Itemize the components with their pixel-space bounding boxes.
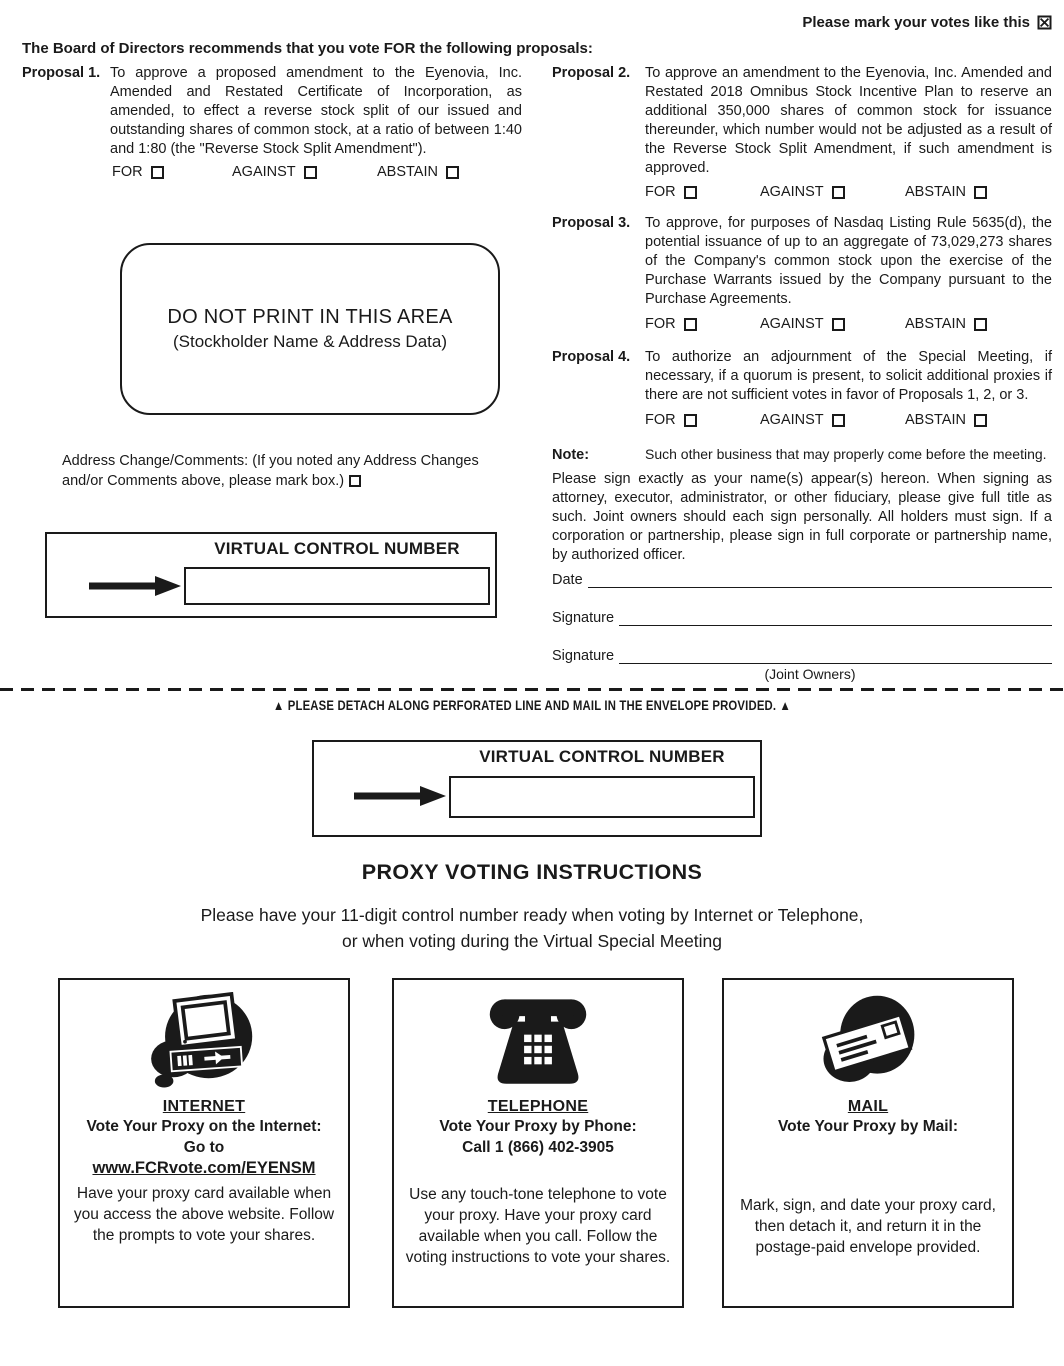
proposal-3-text: To approve, for purposes of Nasdaq Listing Rule 5635(d), the potential issuance of up to an aggregate of 73,029,273 shares of the Company's common stock upon the exercise of the Purchase Warrants issued by the Company pursuant to the Purchase Agreements. bbox=[645, 215, 1052, 307]
internet-line1: Vote Your Proxy on the Internet: bbox=[86, 1118, 322, 1135]
proxy-voting-instructions-title: PROXY VOTING INSTRUCTIONS bbox=[361, 860, 703, 884]
signing-instructions: Please sign exactly as your name(s) appear(s) hereon. When signing as attorney, executor, administrator, or other fiduciary, please give full title as such. Joint owners should each sign personally. All holders must sign. If a corporation or partnership, please sign in full corporate or partnership name, by authorized officer. bbox=[552, 471, 1052, 563]
board-recommendation: The Board of Directors recommends that you vote FOR the following proposals: bbox=[22, 40, 593, 57]
proposal-3-vote-row bbox=[645, 316, 1055, 334]
proposal-4 bbox=[552, 348, 1052, 405]
do-not-print-line2: (Stockholder Name & Address Data) bbox=[172, 332, 447, 351]
address-change-note bbox=[62, 451, 522, 491]
note-row bbox=[552, 446, 1056, 464]
internet-url-link[interactable]: www.FCRvote.com/EYENSM bbox=[92, 1159, 316, 1177]
arrow-right-icon bbox=[89, 576, 181, 596]
proposal-2 bbox=[552, 64, 1052, 178]
telephone-method-box bbox=[392, 978, 684, 1308]
proposal-2-text: To approve an amendment to the Eyenovia, Inc. Amended and Restated 2018 Omnibus Stock Incentive Plan to reserve an additional 350,000 shares of common stock for issuance thereunder, which number would not be adjusted as a result of the Reverse Stock Split Amendment, if such amendment is approved. bbox=[645, 65, 1052, 176]
proposal-3-for-checkbox[interactable] bbox=[684, 318, 697, 331]
signature2-label: Signature bbox=[552, 648, 615, 664]
proposal-2-against-checkbox[interactable] bbox=[832, 186, 845, 199]
address-change-checkbox[interactable] bbox=[349, 475, 361, 487]
mail-method-box bbox=[722, 978, 1014, 1308]
telephone-icon bbox=[394, 992, 682, 1094]
do-not-print-line1: DO NOT PRINT IN THIS AREA bbox=[167, 306, 453, 328]
address-change-line1: Address Change/Comments: (If you noted any Address Changes bbox=[62, 453, 479, 469]
internet-method-box bbox=[58, 978, 350, 1308]
mark-votes-instruction bbox=[802, 14, 1052, 31]
abstain-label: ABSTAIN bbox=[905, 316, 966, 332]
arrow-right-icon bbox=[354, 786, 446, 806]
proposal-2-label: Proposal 2. bbox=[552, 65, 631, 81]
proposal-3 bbox=[552, 214, 1052, 309]
proposal-4-text: To authorize an adjournment of the Special Meeting, if necessary, if a quorum is present, to solicit additional proxies if there are not sufficient votes in favor of Proposals 1, 2, or 3. bbox=[645, 349, 1052, 403]
address-change-line2: and/or Comments above, please mark box.) bbox=[62, 473, 345, 489]
proposal-1-against-checkbox[interactable] bbox=[304, 166, 317, 179]
mail-body: Mark, sign, and date your proxy card, then detach it, and return it in the postage-paid envelope provided. bbox=[740, 1197, 996, 1256]
proposal-2-for-checkbox[interactable] bbox=[684, 186, 697, 199]
proposal-4-against-checkbox[interactable] bbox=[832, 414, 845, 427]
mail-line1: Vote Your Proxy by Mail: bbox=[777, 1118, 958, 1135]
proposal-3-against-checkbox[interactable] bbox=[832, 318, 845, 331]
abstain-label: ABSTAIN bbox=[905, 412, 966, 428]
proposal-1-abstain-checkbox[interactable] bbox=[446, 166, 459, 179]
mail-heading: MAIL bbox=[847, 1098, 889, 1115]
proposal-1-label: Proposal 1. bbox=[22, 65, 101, 81]
mark-votes-label: Please mark your votes like this bbox=[802, 14, 1030, 31]
proposal-3-label: Proposal 3. bbox=[552, 215, 631, 231]
signature1-label: Signature bbox=[552, 610, 615, 626]
proposal-1-for-checkbox[interactable] bbox=[151, 166, 164, 179]
perforation-line bbox=[0, 688, 1064, 691]
proposal-1-text: To approve a proposed amendment to the Eyenovia, Inc. Amended and Restated Certificate of Incorporation, as amended, to effect a reverse stock split of our issued and outstanding shares of common stock, at a ratio of between 1:40 and 1:80 (the "Reverse Stock Split Amendment"). bbox=[110, 65, 522, 157]
signature1-field[interactable] bbox=[619, 608, 1052, 626]
instructions-subtitle-line1: Please have your 11-digit control number ready when voting by Internet or Telephone, bbox=[200, 905, 864, 925]
telephone-line1: Vote Your Proxy by Phone: bbox=[439, 1118, 637, 1135]
virtual-control-number-box-card bbox=[45, 532, 497, 618]
proposal-3-abstain-checkbox[interactable] bbox=[974, 318, 987, 331]
for-label: FOR bbox=[645, 412, 676, 428]
against-label: AGAINST bbox=[232, 164, 296, 180]
telephone-heading: TELEPHONE bbox=[487, 1098, 589, 1115]
proposal-4-vote-row bbox=[645, 412, 1055, 430]
vcn-title: VIRTUAL CONTROL NUMBER bbox=[479, 747, 725, 766]
control-number-field[interactable] bbox=[184, 567, 490, 605]
do-not-print-area bbox=[120, 243, 500, 415]
against-label: AGAINST bbox=[760, 184, 824, 200]
proposal-4-abstain-checkbox[interactable] bbox=[974, 414, 987, 427]
for-label: FOR bbox=[112, 164, 143, 180]
proposal-2-abstain-checkbox[interactable] bbox=[974, 186, 987, 199]
telephone-line2: Call 1 (866) 402-3905 bbox=[462, 1139, 614, 1156]
against-label: AGAINST bbox=[760, 412, 824, 428]
computer-icon bbox=[60, 992, 348, 1094]
date-field[interactable] bbox=[588, 570, 1052, 588]
note-label: Note: bbox=[552, 447, 590, 463]
internet-line2: Go to bbox=[183, 1139, 225, 1156]
signature-row-2 bbox=[552, 646, 1052, 664]
mail-icon bbox=[724, 992, 1012, 1094]
signature2-field[interactable] bbox=[619, 646, 1052, 664]
signature-row-1 bbox=[552, 608, 1052, 626]
abstain-label: ABSTAIN bbox=[905, 184, 966, 200]
for-label: FOR bbox=[645, 316, 676, 332]
virtual-control-number-box-stub bbox=[312, 740, 762, 837]
marked-checkbox-example-icon bbox=[1037, 15, 1052, 30]
telephone-body: Use any touch-tone telephone to vote your proxy. Have your proxy card available when you call. Follow the voting instructions to vote your shares. bbox=[405, 1186, 671, 1266]
proposal-1 bbox=[22, 64, 522, 159]
against-label: AGAINST bbox=[760, 316, 824, 332]
control-number-field[interactable] bbox=[449, 776, 755, 818]
proposal-2-vote-row bbox=[645, 184, 1055, 202]
internet-heading: INTERNET bbox=[162, 1098, 246, 1115]
for-label: FOR bbox=[645, 184, 676, 200]
abstain-label: ABSTAIN bbox=[377, 164, 438, 180]
instructions-subtitle-line2: or when voting during the Virtual Special Meeting bbox=[341, 931, 723, 951]
date-label: Date bbox=[552, 572, 583, 588]
internet-body: Have your proxy card available when you access the above website. Follow the prompts to vote your shares. bbox=[73, 1185, 335, 1244]
proposal-4-label: Proposal 4. bbox=[552, 349, 631, 365]
proposal-4-for-checkbox[interactable] bbox=[684, 414, 697, 427]
detach-notice: ▲ PLEASE DETACH ALONG PERFORATED LINE AND MAIL IN THE ENVELOPE PROVIDED. ▲ bbox=[273, 698, 791, 713]
note-text: Such other business that may properly come before the meeting. bbox=[645, 446, 1047, 462]
proposal-1-vote-row bbox=[112, 164, 532, 182]
vcn-title: VIRTUAL CONTROL NUMBER bbox=[214, 539, 460, 558]
joint-owners-label: (Joint Owners) bbox=[764, 666, 856, 682]
date-row bbox=[552, 570, 1052, 588]
